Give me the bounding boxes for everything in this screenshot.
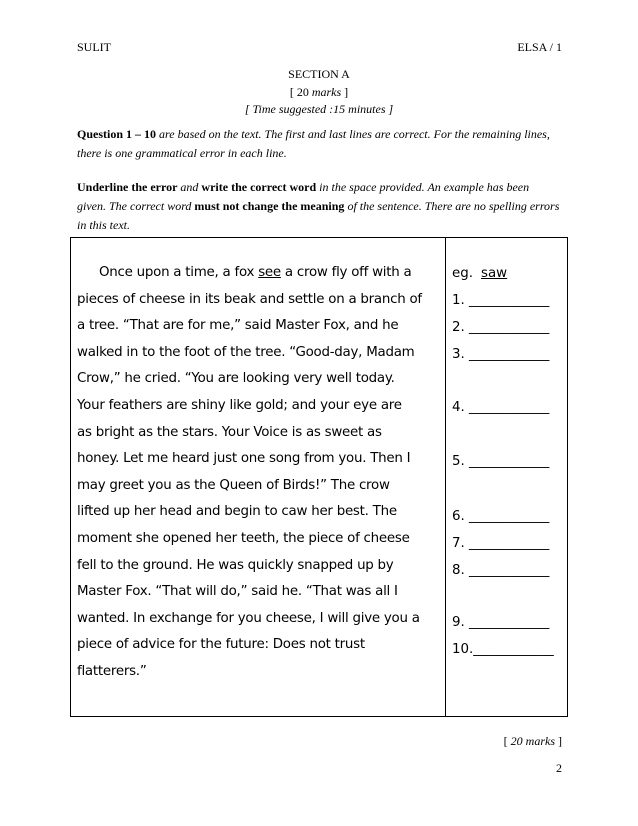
task-must-not-change: must not change the meaning [194, 199, 345, 213]
question-range: Question 1 – 10 [77, 127, 157, 141]
section-marks-close: ] [341, 85, 349, 99]
passage-line: lifted up her head and begin to caw her best. The [77, 504, 397, 520]
passage-line: moment she opened her teeth, the piece of cheese [77, 530, 410, 546]
passage-line-1-post: a crow fly off with a [280, 265, 412, 280]
passage-line: may greet you as the Queen of Birds!” The crow [77, 477, 390, 493]
passage-line: walked in to the foot of the tree. “Good-day, Madam [77, 344, 415, 360]
answer-blank-4[interactable]: 4. ____________ [452, 400, 550, 415]
answer-blank-9[interactable]: 9. ____________ [452, 615, 550, 630]
total-marks-close: ] [555, 734, 562, 748]
passage-line: piece of advice for the future: Does not trust [77, 637, 365, 653]
answer-blank-3[interactable]: 3. ____________ [452, 347, 550, 362]
answer-blank-8[interactable]: 8. ____________ [452, 563, 550, 578]
answer-example-label: eg. [452, 266, 473, 281]
task-underline-error: Underline the error [77, 180, 178, 194]
section-title: SECTION A [288, 67, 350, 81]
task-instruction [77, 178, 561, 235]
header-right: ELSA / 1 [517, 40, 562, 54]
page-number: 2 [556, 761, 562, 775]
passage-line: Crow,” he cried. “You are looking very well today. [77, 371, 395, 387]
passage-line: Your feathers are shiny like gold; and your eye are [77, 397, 402, 413]
question-instruction [77, 125, 561, 163]
passage-line: flatterers.” [77, 663, 147, 679]
passage-line: as bright as the stars. Your Voice is as sweet as [77, 424, 382, 440]
total-marks [504, 734, 562, 749]
section-time-text: [ Time suggested :15 minutes ] [244, 102, 394, 116]
passage-line: wanted. In exchange for you cheese, I will give you a [77, 610, 420, 626]
header-left: SULIT [77, 40, 111, 54]
passage-line: a tree. “That are for me,” said Master Fox, and he [77, 318, 399, 334]
answer-blank-2[interactable]: 2. ____________ [452, 320, 550, 335]
section-marks-word: marks [311, 85, 342, 99]
section-time [0, 102, 638, 117]
answer-blank-10[interactable]: 10.____________ [452, 642, 554, 657]
passage-line-1-pre: Once upon a time, a fox [99, 265, 259, 280]
task-write-correct-word: write the correct word [201, 180, 317, 194]
task-and: and [177, 180, 202, 194]
section-marks [0, 85, 638, 100]
passage-line: fell to the ground. He was quickly snapped up by [77, 557, 394, 573]
section-marks-open: [ 20 [289, 85, 312, 99]
passage-text [77, 260, 443, 686]
passage-line: pieces of cheese in its beak and settle on a branch of [77, 291, 422, 307]
task-text-1: in the space provided. An example has been given. The correct word [77, 180, 530, 213]
column-divider [445, 237, 446, 717]
passage-line: Master Fox. “That will do,” said he. “That was all I [77, 584, 398, 600]
answer-blank-1[interactable]: 1. ____________ [452, 293, 550, 308]
answer-blank-6[interactable]: 6. ____________ [452, 509, 550, 524]
answer-blank-5[interactable]: 5. ____________ [452, 454, 550, 469]
passage-line-1 [77, 260, 443, 287]
answer-example [452, 266, 507, 281]
answer-blank-7[interactable]: 7. ____________ [452, 536, 550, 551]
passage-line: honey. Let me heard just one song from you. Then I [77, 451, 411, 467]
question-instruction-text: are based on the text. The first and last lines are correct. For the remaining lines, there is one grammatical error in each line. [77, 127, 550, 160]
total-marks-open: [ [503, 734, 511, 748]
total-marks-value: 20 marks [510, 734, 555, 748]
example-error-word: see [258, 265, 281, 280]
answer-example-word: saw [481, 266, 508, 281]
task-text-2: of the sentence. There are no spelling errors in this text. [77, 199, 560, 232]
